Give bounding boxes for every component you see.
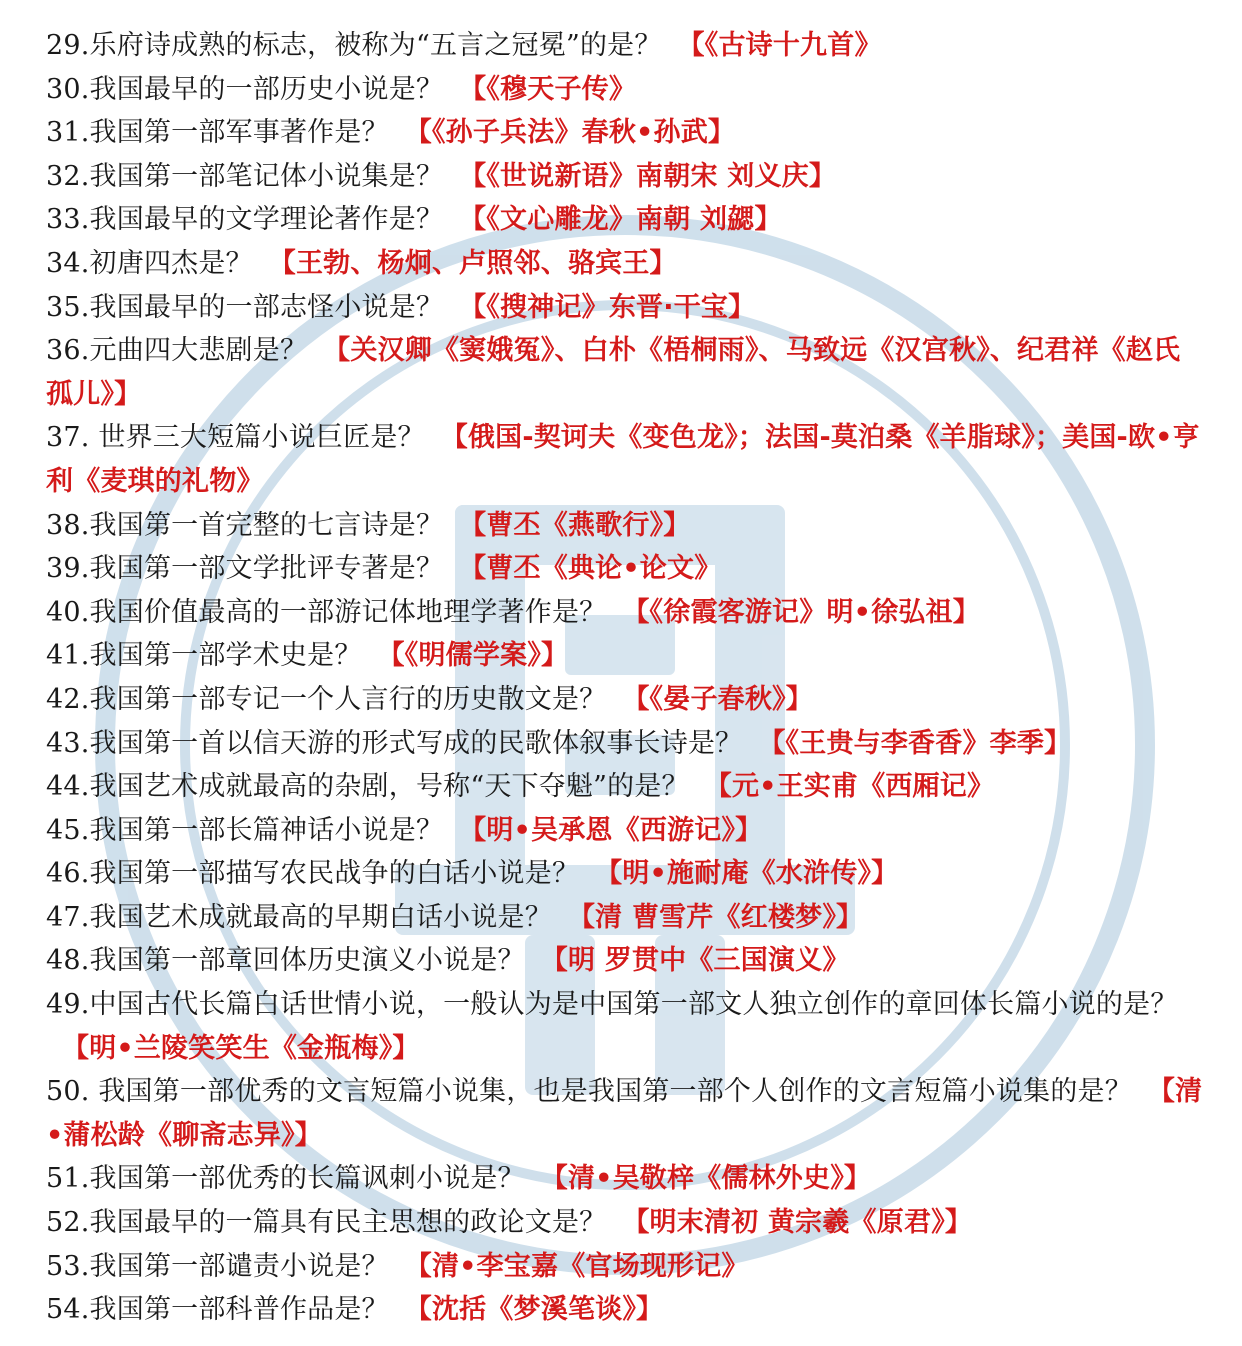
list-item: 54.我国第一部科普作品是？ 【沈括《梦溪笔谈》】	[46, 1294, 664, 1326]
list-item: 46.我国第一部描写农民战争的白话小说是？ 【明•施耐庵《水浒传》】	[46, 858, 899, 890]
list-item: 39.我国第一部文学批评专著是？ 【曹丕《典论•论文》	[46, 553, 722, 585]
list-item: 38.我国第一首完整的七言诗是？ 【曹丕《燕歌行》】	[46, 509, 691, 541]
list-item: 53.我国第一部谴责小说是？ 【清•李宝嘉《官场现形记》	[46, 1250, 749, 1282]
list-item: 52.我国最早的一篇具有民主思想的政论文是？ 【明末清初 黄宗羲《原君》】	[46, 1207, 973, 1239]
list-item: 50. 我国第一部优秀的文言短篇小说集，也是我国第一部个人创作的文言短篇小说集的是？ 【清•蒲松龄《聊斋志异》】	[46, 1076, 1203, 1151]
list-item: 35.我国最早的一部志怪小说是？ 【《搜神记》东晋·干宝】	[46, 291, 756, 323]
list-item: 45.我国第一部长篇神话小说是？ 【明•吴承恩《西游记》】	[46, 814, 763, 846]
list-item: 33.我国最早的文学理论著作是？ 【《文心雕龙》南朝 刘勰】	[46, 204, 782, 236]
list-item: 40.我国价值最高的一部游记体地理学著作是？ 【《徐霞客游记》明•徐弘祖】	[46, 596, 980, 628]
list-item: 43.我国第一首以信天游的形式写成的民歌体叙事长诗是？ 【《王贵与李香香》李季】	[46, 727, 1072, 759]
list-item: 34.初唐四杰是？ 【王勃、杨炯、卢照邻、骆宾王】	[46, 247, 677, 279]
qa-list	[46, 24, 1206, 1332]
list-item: 31.我国第一部军事著作是？ 【《孙子兵法》春秋•孙武】	[46, 117, 736, 149]
list-item: 32.我国第一部笔记体小说集是？ 【《世说新语》南朝宋 刘义庆】	[46, 160, 837, 192]
list-item: 49.中国古代长篇白话世情小说，一般认为是中国第一部文人独立创作的章回体长篇小说的是？【明•兰陵笑笑生《金瓶梅》】	[46, 989, 1178, 1064]
list-item: 36.元曲四大悲剧是？ 【关汉卿《窦娥冤》、白朴《梧桐雨》、马致远《汉宫秋》、纪君祥《赵氏孤儿》】	[46, 335, 1181, 410]
list-item: 37. 世界三大短篇小说巨匠是？ 【俄国-契诃夫《变色龙》；法国-莫泊桑《羊脂球》；美国-欧•亨利《麦琪的礼物》	[46, 422, 1200, 497]
list-item: 51.我国第一部优秀的长篇讽刺小说是？ 【清•吴敬梓《儒林外史》】	[46, 1163, 872, 1195]
list-item: 42.我国第一部专记一个人言行的历史散文是？ 【《晏子春秋》】	[46, 683, 813, 715]
list-item: 48.我国第一部章回体历史演义小说是？ 【明 罗贯中《三国演义》	[46, 945, 850, 977]
list-item: 47.我国艺术成就最高的早期白话小说是？ 【清 曹雪芹《红楼梦》】	[46, 901, 864, 933]
list-item: 44.我国艺术成就最高的杂剧，号称“天下夺魁”的是？ 【元•王实甫《西厢记》	[46, 771, 995, 803]
list-item: 41.我国第一部学术史是？ 【《明儒学案》】	[46, 640, 569, 672]
list-item: 29.乐府诗成熟的标志，被称为“五言之冠冕”的是？ 【《古诗十九首》	[46, 30, 882, 61]
list-item: 30.我国最早的一部历史小说是？ 【《穆天子传》	[46, 73, 637, 105]
